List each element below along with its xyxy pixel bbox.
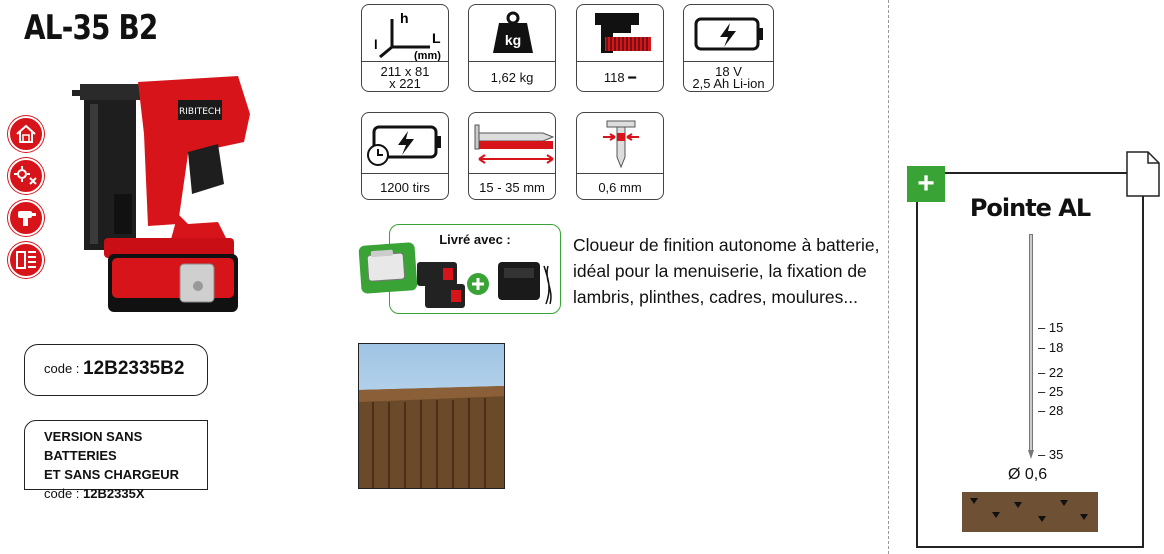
alt-version-text xyxy=(44,427,207,503)
separator-line xyxy=(888,0,889,554)
svg-text:L: L xyxy=(432,30,441,46)
spec-dimensions-text: 211 x 81 x 221 xyxy=(380,63,430,91)
spec-nail-diameter-text: 0,6 mm xyxy=(598,179,642,195)
spec-weight xyxy=(468,4,556,92)
climate-icon xyxy=(8,158,44,194)
nail-diameter-icon xyxy=(577,113,663,174)
alt-code-label: code : xyxy=(44,486,80,501)
spec-autonomy xyxy=(361,112,449,200)
svg-text:l: l xyxy=(374,37,378,52)
spec-battery xyxy=(683,4,774,92)
length-15: – 15 xyxy=(1038,320,1064,335)
svg-text:RIBITECH: RIBITECH xyxy=(179,107,221,117)
product-description: Cloueur de finition autonome à batterie, idéal pour la menuiserie, la fixation de lambris, plinthes, cadres, moulures... xyxy=(573,235,880,307)
case-icon xyxy=(358,242,417,294)
dimensions-icon xyxy=(362,5,448,62)
weight-icon xyxy=(469,5,555,62)
svg-text:kg: kg xyxy=(504,32,522,48)
alt-line2: ET SANS CHARGEUR xyxy=(44,467,180,482)
spec-magazine-text: 118 ━ xyxy=(603,69,637,85)
code-label: code : xyxy=(44,361,80,376)
magazine-icon xyxy=(577,5,663,62)
battery-pack-icon-2 xyxy=(425,284,465,308)
product-title: AL-35 B2 xyxy=(24,8,158,48)
nail-strip-image xyxy=(962,492,1098,532)
spec-autonomy-text: 1200 tirs xyxy=(380,179,430,195)
svg-text:(mm): (mm) xyxy=(414,50,441,61)
code-box-alt xyxy=(24,420,208,501)
spec-nail-length xyxy=(468,112,556,200)
nail-tip-icon xyxy=(1028,450,1034,459)
length-25: – 25 xyxy=(1038,384,1064,399)
delivered-with-title: Livré avec : xyxy=(439,232,511,247)
length-18: – 18 xyxy=(1038,340,1064,355)
tool-hand-icon xyxy=(8,200,44,236)
plus-icon xyxy=(467,273,489,295)
nail-diameter-label: Ø 0,6 xyxy=(1008,466,1048,483)
pointe-card xyxy=(916,172,1144,548)
nail-drawing xyxy=(1029,234,1033,452)
spec-dimensions xyxy=(361,4,449,92)
length-22: – 22 xyxy=(1038,365,1064,380)
spec-weight-text: 1,62 kg xyxy=(490,69,534,85)
autonomy-icon xyxy=(362,113,448,174)
length-28: – 28 xyxy=(1038,403,1064,418)
spec-nail-length-text: 15 - 35 mm xyxy=(479,179,545,195)
alt-line1: VERSION SANS BATTERIES xyxy=(44,429,143,463)
plus-badge: + xyxy=(907,166,945,202)
svg-text:h: h xyxy=(400,10,409,26)
application-photo xyxy=(358,343,505,489)
pointe-title: Pointe AL xyxy=(969,194,1091,222)
interior-icon xyxy=(8,242,44,278)
battery-pack-icon xyxy=(417,262,457,286)
code-box-main xyxy=(24,344,208,396)
battery-icon xyxy=(684,5,773,62)
alt-code-value: 12B2335X xyxy=(83,486,145,501)
length-35: – 35 xyxy=(1038,447,1064,462)
document-icon xyxy=(1126,151,1160,197)
nail-length-icon xyxy=(469,113,555,174)
spec-nail-diameter xyxy=(576,112,664,200)
charger-icon xyxy=(496,258,556,308)
spec-battery-text: 18 V 2,5 Ah Li-ion xyxy=(692,63,765,91)
code-value: 12B2335B2 xyxy=(83,358,185,379)
house-icon xyxy=(8,116,44,152)
nailer-image xyxy=(68,74,258,320)
spec-magazine xyxy=(576,4,664,92)
